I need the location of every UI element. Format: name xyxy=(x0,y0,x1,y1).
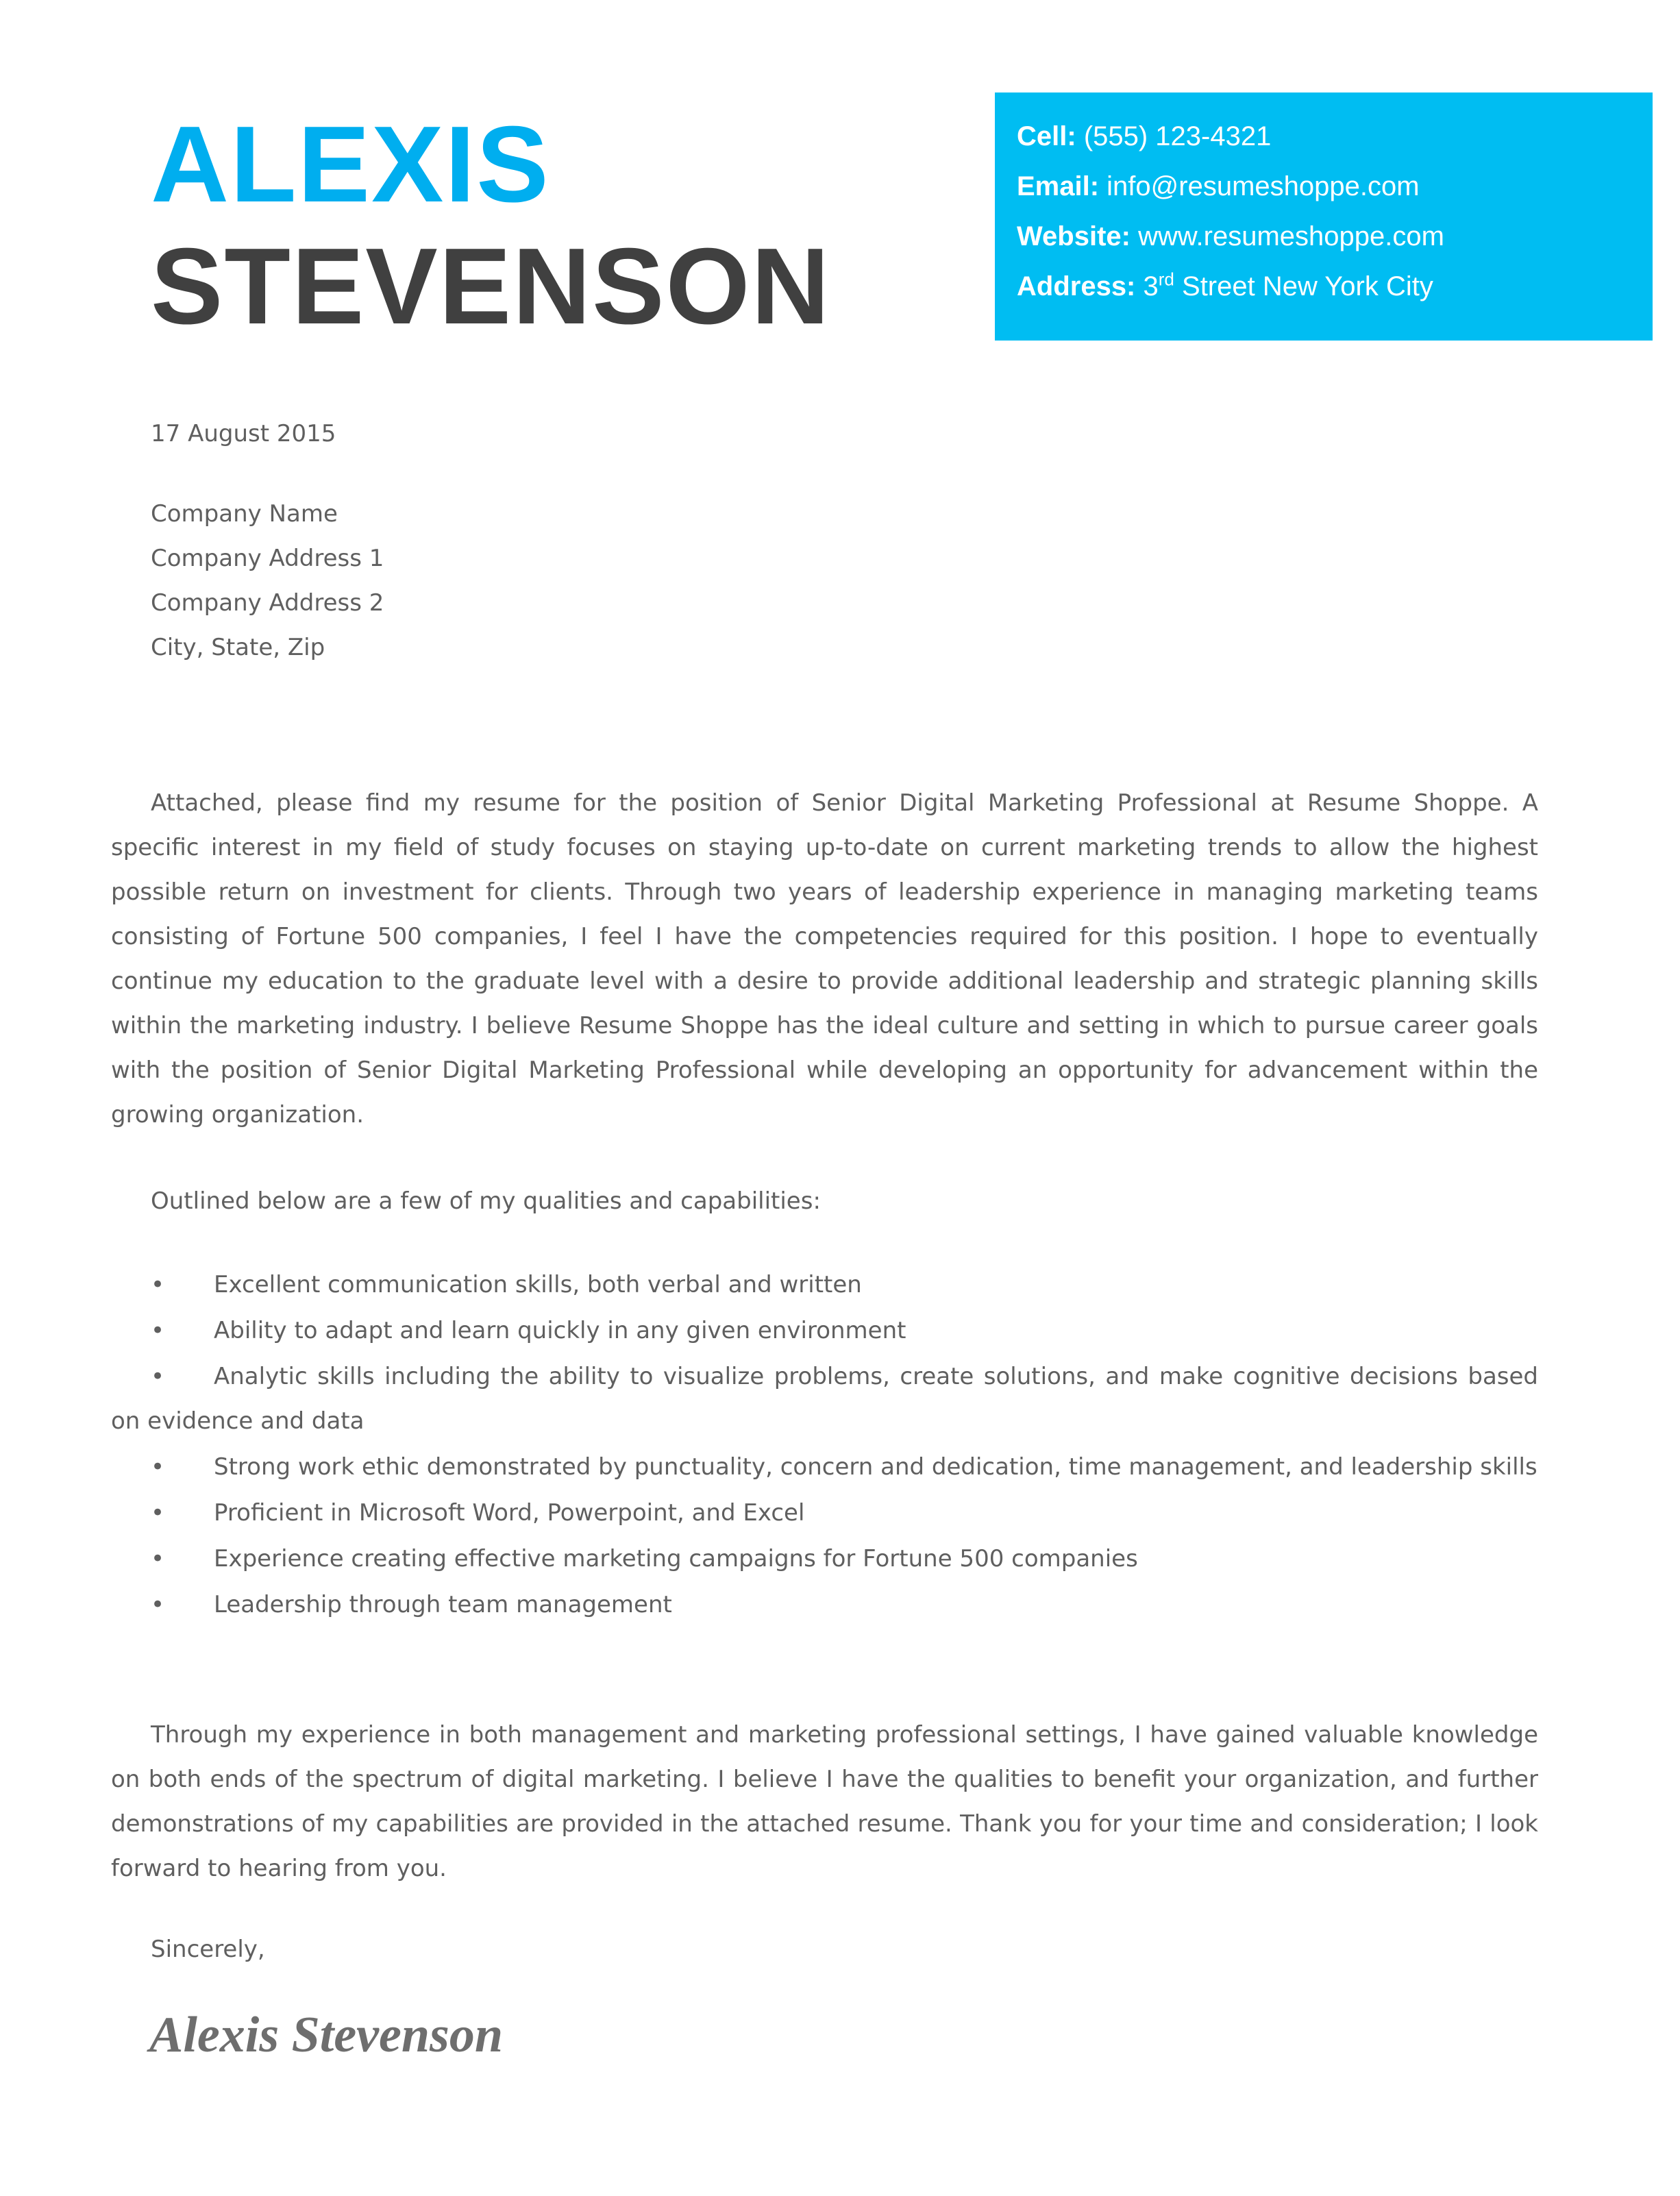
bullet-icon: • xyxy=(151,1591,165,1618)
recipient-line: Company Name xyxy=(151,500,338,528)
contact-address xyxy=(1017,262,1653,312)
body-paragraph-1: Attached, please find my resume for the position of Senior Digital Marketing Professional at Resume Shoppe. A specific interest in my field of study focuses on staying up-to-date on current marketing trends to allow the highest possible return on investment for clients. Through two years of leadership experience in managing marketing teams consisting of Fortune 500 companies, I feel I have the competencies required for this position. I hope to eventually continue my education to the graduate level with a desire to provide additional leadership and strategic planning skills within the marketing industry. I believe Resume Shoppe has the ideal culture and setting in which to pursue career goals with the position of Senior Digital Marketing Professional while developing an opportunity for advancement within the growing organization. xyxy=(111,789,1538,1128)
address-number: 3 xyxy=(1143,271,1159,301)
email-label: Email: xyxy=(1017,171,1100,201)
list-item xyxy=(111,1309,1538,1353)
contact-info-box xyxy=(995,92,1653,341)
bullet-icon: • xyxy=(151,1363,165,1390)
last-name-heading: STEVENSON xyxy=(151,226,831,347)
list-item xyxy=(111,1263,1538,1307)
body-paragraph-2: Through my experience in both management and marketing professional settings, I have gained valuable knowledge on both ends of the spectrum of digital marketing. I believe I have the qualities to benefit your organization, and further demonstrations of my capabilities are provided in the attached resume. Thank you for your time and consideration; I look forward to hearing from you. xyxy=(111,1721,1538,1882)
contact-email xyxy=(1017,162,1653,212)
list-item-text: Excellent communication skills, both verbal and written xyxy=(214,1271,862,1298)
signature: Alexis Stevenson xyxy=(149,2007,503,2063)
qualities-intro: Outlined below are a few of my qualities and capabilities: xyxy=(151,1187,821,1215)
list-item-text: Strong work ethic demonstrated by punctuality, concern and dedication, time management, and leadership skills xyxy=(214,1453,1537,1481)
email-value[interactable]: info@resumeshoppe.com xyxy=(1107,171,1420,201)
list-item xyxy=(111,1583,1538,1627)
bullet-icon: • xyxy=(151,1499,165,1527)
cell-label: Cell: xyxy=(1017,121,1076,151)
cell-value: (555) 123-4321 xyxy=(1083,121,1272,151)
recipient-line: Company Address 2 xyxy=(151,589,384,617)
list-item-text: Experience creating effective marketing campaigns for Fortune 500 companies xyxy=(214,1545,1138,1572)
list-item xyxy=(111,1537,1538,1581)
list-item-text: Analytic skills including the ability to visualize problems, create solutions, and make cognitive decisions based on evidence and data xyxy=(111,1363,1538,1435)
list-item xyxy=(111,1491,1538,1535)
website-value[interactable]: www.resumeshoppe.com xyxy=(1138,221,1444,251)
bullet-icon: • xyxy=(151,1545,165,1572)
recipient-line: City, State, Zip xyxy=(151,634,325,661)
recipient-address xyxy=(151,492,384,670)
bullet-icon: • xyxy=(151,1453,165,1481)
closing-salutation: Sincerely, xyxy=(151,1936,265,1963)
list-item-text: Proficient in Microsoft Word, Powerpoint, and Excel xyxy=(214,1499,805,1527)
address-street: Street New York City xyxy=(1182,271,1433,301)
address-label: Address: xyxy=(1017,271,1136,301)
qualities-list xyxy=(111,1263,1538,1629)
first-name-heading: ALEXIS xyxy=(151,104,550,225)
address-ordinal: rd xyxy=(1158,269,1174,290)
bullet-icon: • xyxy=(151,1317,165,1344)
contact-cell xyxy=(1017,112,1653,162)
website-label: Website: xyxy=(1017,221,1131,251)
list-item-text: Leadership through team management xyxy=(214,1591,672,1618)
list-item xyxy=(111,1355,1538,1444)
letter-date: 17 August 2015 xyxy=(151,420,336,447)
bullet-icon: • xyxy=(151,1271,165,1298)
list-item xyxy=(111,1445,1538,1490)
contact-website xyxy=(1017,212,1653,262)
list-item-text: Ability to adapt and learn quickly in any given environment xyxy=(214,1317,906,1344)
recipient-line: Company Address 1 xyxy=(151,545,384,572)
